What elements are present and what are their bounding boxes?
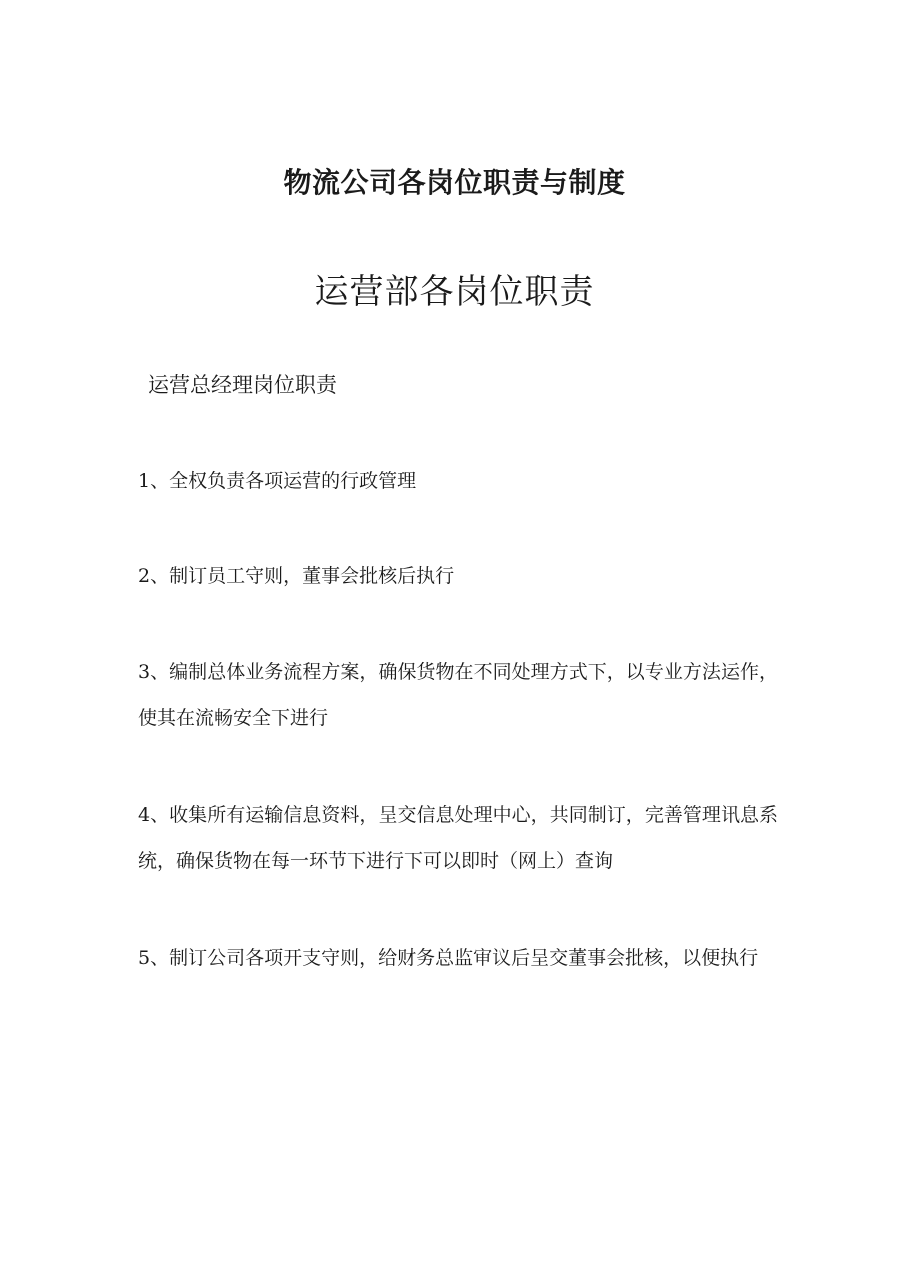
duty-item: 1、全权负责各项运营的行政管理 bbox=[138, 470, 417, 492]
sub-section-title: 运营总经理岗位职责 bbox=[148, 373, 337, 397]
duty-item: 4、收集所有运输信息资料，呈交信息处理中心，共同制订，完善管理讯息系统，确保货物在每一环节下进行下可以即时（网上）查询 bbox=[138, 804, 778, 872]
duty-item: 5、制订公司各项开支守则，给财务总监审议后呈交董事会批核，以便执行 bbox=[138, 947, 759, 969]
duty-item: 3、编制总体业务流程方案，确保货物在不同处理方式下，以专业方法运作，使其在流畅安全下进行 bbox=[138, 661, 778, 729]
section-title: 运营部各岗位职责 bbox=[314, 272, 595, 312]
document-title: 物流公司各岗位职责与制度 bbox=[283, 166, 626, 199]
duty-item: 2、制订员工守则，董事会批核后执行 bbox=[138, 565, 455, 587]
